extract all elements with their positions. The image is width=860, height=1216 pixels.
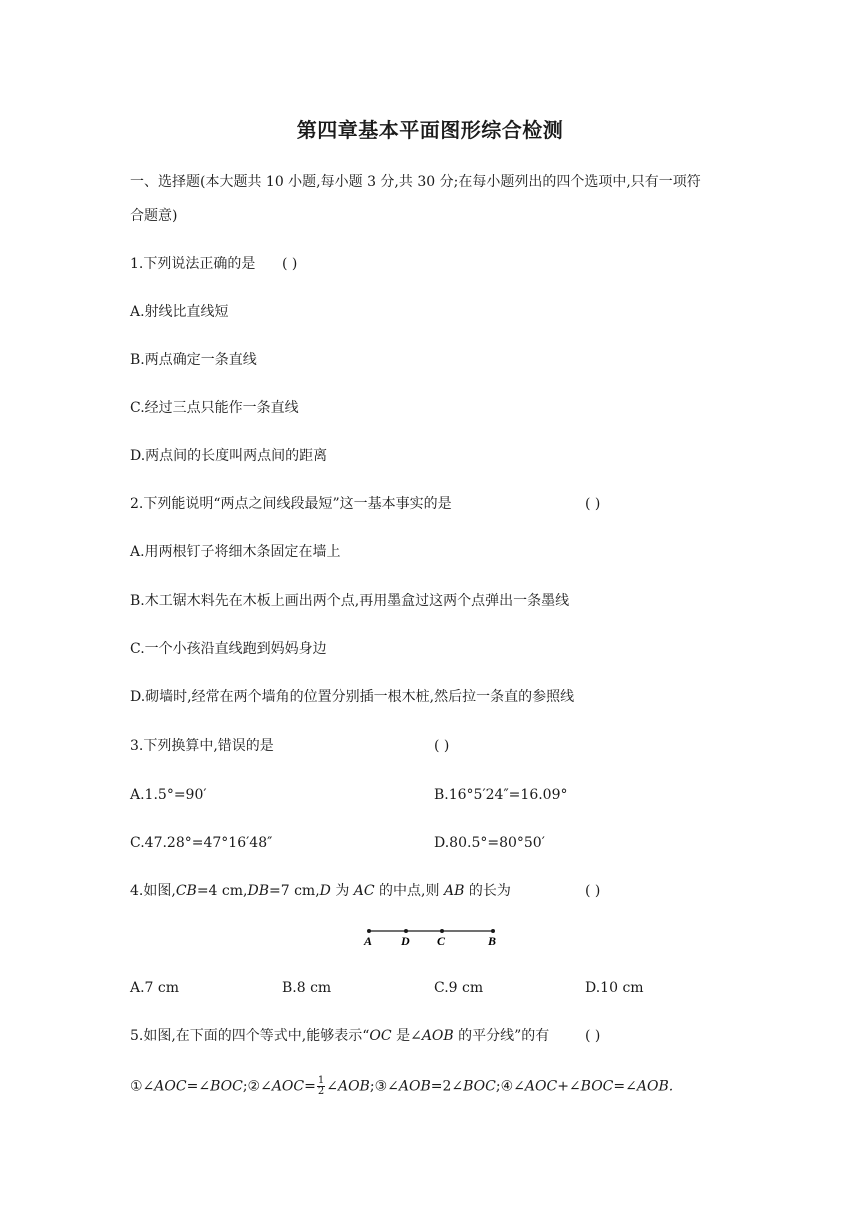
q4-stem-text: 4.如图, xyxy=(130,883,176,899)
q5-answer-paren: ( ) xyxy=(585,1028,601,1044)
q3-stem: 3.下列换算中,错误的是 xyxy=(130,738,274,754)
q4-point-b xyxy=(491,929,495,933)
section-heading-line2: 合题意) xyxy=(130,208,178,224)
q1-option-b: B.两点确定一条直线 xyxy=(130,352,257,368)
q1-answer-paren: ( ) xyxy=(282,256,298,272)
q5-eq-text: +∠ xyxy=(557,1078,581,1095)
page-title: 第四章基本平面图形综合检测 xyxy=(296,118,564,142)
q5-eq-var: AOB xyxy=(337,1078,370,1095)
q4-option-a: A.7 cm xyxy=(130,980,180,996)
q4-label-d: D xyxy=(401,934,410,948)
q5-eq-text: = xyxy=(304,1078,316,1095)
q2-option-b: B.木工锯木料先在木板上画出两个点,再用墨盒过这两个点弹出一条墨线 xyxy=(130,593,570,609)
q4-label-a: A xyxy=(364,934,373,948)
q5-eq-var: AOB. xyxy=(636,1078,674,1095)
q5-eq-text: ;③∠ xyxy=(369,1078,399,1095)
q5-var-aob: AOB xyxy=(421,1028,454,1044)
q5-eq-text: =∠ xyxy=(186,1078,211,1095)
q3-answer-paren: ( ) xyxy=(434,738,450,754)
q5-stem xyxy=(130,1026,549,1046)
q3-option-b: B.16°5′24″=16.09° xyxy=(434,787,568,803)
fraction-denominator: 2 xyxy=(317,1086,325,1097)
q4-point-d xyxy=(404,929,408,933)
q5-eq-text: =∠ xyxy=(613,1078,637,1095)
section-heading-line1: 一、选择题(本大题共 10 小题,每小题 3 分,共 30 分;在每小题列出的四个选项中,只有一项符 xyxy=(130,174,701,190)
q5-stem-text: 是∠ xyxy=(391,1028,422,1044)
q2-stem: 2.下列能说明“两点之间线段最短”这一基本事实的是 xyxy=(130,496,452,512)
q4-segment-figure xyxy=(360,924,510,950)
q4-stem-text: 的中点,则 xyxy=(374,883,444,899)
q5-eq-var: AOC xyxy=(154,1078,187,1095)
q4-stem-text: =4 cm, xyxy=(196,883,248,899)
q4-point-c xyxy=(440,929,444,933)
q5-eq-text: ①∠ xyxy=(130,1078,155,1095)
q1-option-d: D.两点间的长度叫两点间的距离 xyxy=(130,448,328,464)
q5-eq-text: ∠ xyxy=(326,1078,338,1095)
q4-stem-text: 的长为 xyxy=(464,883,511,899)
q5-eq-text: =2∠ xyxy=(430,1078,464,1095)
q2-option-c: C.一个小孩沿直线跑到妈妈身边 xyxy=(130,641,327,657)
q4-var-cb: CB xyxy=(175,883,197,899)
q5-stem-text: 5.如图,在下面的四个等式中,能够表示“ xyxy=(130,1028,370,1044)
q5-var-oc: OC xyxy=(369,1028,392,1044)
q4-stem-text: 为 xyxy=(330,883,354,899)
q4-var-d: D xyxy=(319,883,331,899)
q2-answer-paren: ( ) xyxy=(585,496,601,512)
q1-stem: 1.下列说法正确的是 xyxy=(130,256,256,272)
q4-point-a xyxy=(367,929,371,933)
q5-fraction-half xyxy=(317,1076,325,1097)
q2-option-a: A.用两根钉子将细木条固定在墙上 xyxy=(130,544,341,560)
q5-eq-var: BOC xyxy=(580,1078,614,1095)
q4-var-ab: AB xyxy=(443,883,465,899)
q5-eq-var: AOC xyxy=(524,1078,558,1095)
q3-option-a: A.1.5°=90′ xyxy=(130,787,207,803)
q4-stem xyxy=(130,881,511,901)
q4-var-db: DB xyxy=(247,883,269,899)
q5-eq-text: ;④∠ xyxy=(495,1078,525,1095)
q4-answer-paren: ( ) xyxy=(585,883,601,899)
q4-option-b: B.8 cm xyxy=(282,980,332,996)
q5-stem-text: 的平分线”的有 xyxy=(453,1028,550,1044)
q4-stem-text: =7 cm, xyxy=(268,883,320,899)
q4-label-b: B xyxy=(488,934,497,948)
q5-eq-var: BOC xyxy=(210,1078,243,1095)
q3-option-d: D.80.5°=80°50′ xyxy=(434,835,545,851)
q5-eq-text: ;②∠ xyxy=(242,1078,272,1095)
q4-option-d: D.10 cm xyxy=(585,980,644,996)
q2-option-d: D.砌墙时,经常在两个墙角的位置分别插一根木桩,然后拉一条直的参照线 xyxy=(130,689,575,705)
fraction-numerator: 1 xyxy=(317,1075,325,1086)
q3-option-c: C.47.28°=47°16′48″ xyxy=(130,835,273,851)
q5-eq-var: BOC xyxy=(463,1078,496,1095)
q4-label-c: C xyxy=(437,934,446,948)
q1-option-a: A.射线比直线短 xyxy=(130,304,229,320)
q5-eq-var: AOC xyxy=(271,1078,305,1095)
q4-var-ac: AC xyxy=(353,883,375,899)
q4-option-c: C.9 cm xyxy=(434,980,484,996)
q1-option-c: C.经过三点只能作一条直线 xyxy=(130,400,299,416)
q5-equations xyxy=(130,1076,673,1097)
q5-eq-var: AOB xyxy=(398,1078,431,1095)
